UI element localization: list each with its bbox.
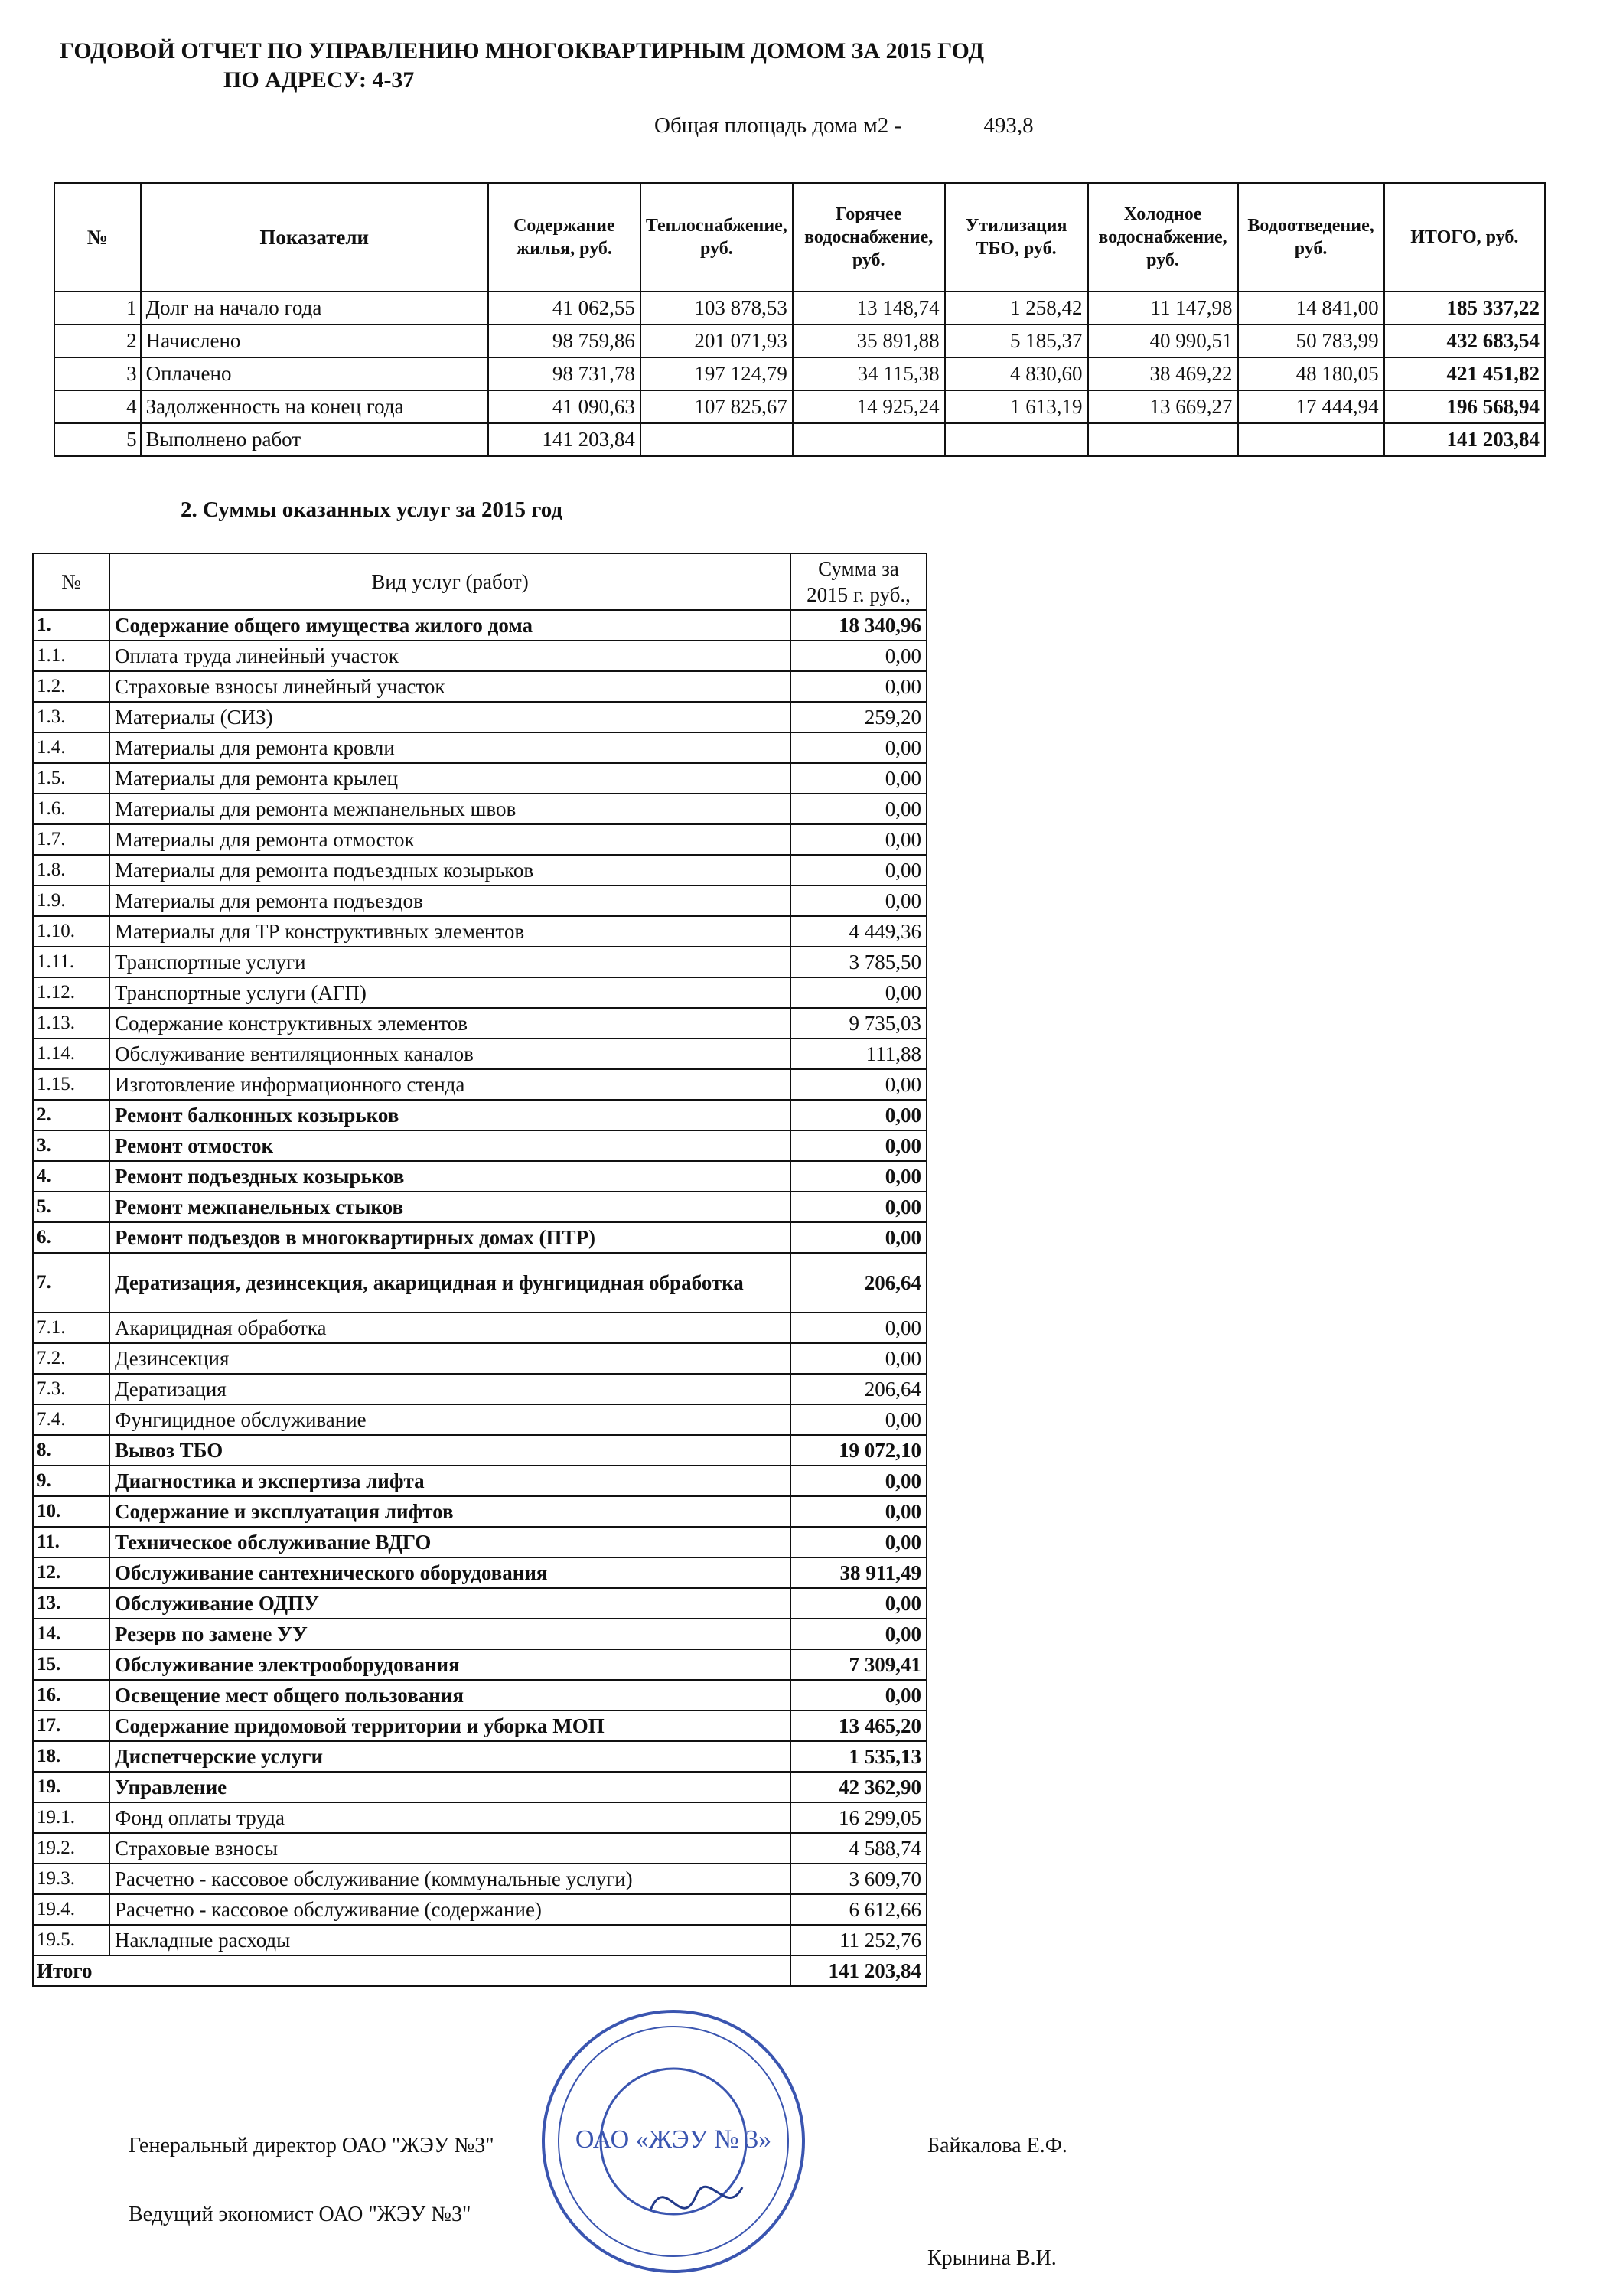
cell-num: 15. [33,1649,109,1680]
cell-amount: 0,00 [790,1161,927,1192]
cell-amount: 19 072,10 [790,1435,927,1466]
cell-num: 9. [33,1466,109,1496]
cell-name: Материалы для ремонта межпанельных швов [109,794,790,824]
cell-num: 1.13. [33,1008,109,1039]
services-table [32,553,927,1987]
cell-c5: 13 669,27 [1088,390,1238,423]
cell-amount: 4 449,36 [790,916,927,947]
list-item [33,702,927,732]
cell-name: Расчетно - кассовое обслуживание (содержание) [109,1894,790,1925]
cell-name: Материалы для ТР конструктивных элементов [109,916,790,947]
cell-amount: 206,64 [790,1253,927,1313]
economist-name: Крынина В.И. [927,2246,1057,2270]
col-header: Содержание жилья, руб. [488,183,640,292]
list-item [33,1894,927,1925]
list-item [33,1557,927,1588]
cell-num: 13. [33,1588,109,1619]
cell-name: Техническое обслуживание ВДГО [109,1527,790,1557]
cell-no: 5 [54,423,141,456]
section-2-title: 2. Суммы оказанных услуг за 2015 год [181,497,563,522]
cell-num: 19.5. [33,1925,109,1955]
cell-label: Начислено [141,325,488,357]
cell-name: Ремонт подъездов в многоквартирных домах (ПТР) [109,1222,790,1253]
cell-name: Вывоз ТБО [109,1435,790,1466]
cell-num: 1.1. [33,641,109,671]
list-item [33,1588,927,1619]
area-label: Общая площадь дома м2 - [654,113,902,138]
cell-name: Обслуживание сантехнического оборудования [109,1557,790,1588]
cell-amount: 4 588,74 [790,1833,927,1864]
cell-num: 7.3. [33,1374,109,1404]
indicators-table [54,182,1546,457]
cell-amount: 0,00 [790,1466,927,1496]
cell-name: Ремонт отмосток [109,1130,790,1161]
table-header-row [33,553,927,610]
cell-name: Ремонт балконных козырьков [109,1100,790,1130]
cell-num: 1. [33,610,109,641]
list-item [33,1802,927,1833]
cell-num: 5. [33,1192,109,1222]
list-item [33,1008,927,1039]
cell-no: 2 [54,325,141,357]
cell-name: Дератизация, дезинсекция, акарицидная и фунгицидная обработка [109,1253,790,1313]
list-item [33,610,927,641]
cell-amount: 18 340,96 [790,610,927,641]
cell-num: 19. [33,1772,109,1802]
cell-c3: 34 115,38 [793,357,945,390]
cell-c4: 4 830,60 [945,357,1088,390]
cell-c5 [1088,423,1238,456]
cell-c2: 107 825,67 [640,390,793,423]
list-item [33,1527,927,1557]
cell-amount: 0,00 [790,1343,927,1374]
cell-name: Фунгицидное обслуживание [109,1404,790,1435]
cell-num: 1.12. [33,977,109,1008]
cell-total: 141 203,84 [1384,423,1545,456]
cell-name: Диагностика и экспертиза лифта [109,1466,790,1496]
cell-amount: 111,88 [790,1039,927,1069]
cell-amount: 42 362,90 [790,1772,927,1802]
total-area [654,113,1034,139]
cell-num: 19.1. [33,1802,109,1833]
cell-name: Акарицидная обработка [109,1313,790,1343]
total-amount: 141 203,84 [790,1955,927,1986]
cell-c4: 1 613,19 [945,390,1088,423]
cell-total: 421 451,82 [1384,357,1545,390]
cell-name: Диспетчерские услуги [109,1741,790,1772]
cell-amount: 0,00 [790,1588,927,1619]
cell-num: 7. [33,1253,109,1313]
cell-no: 3 [54,357,141,390]
cell-name: Управление [109,1772,790,1802]
report-title [60,37,984,95]
list-item [33,1649,927,1680]
cell-amount: 0,00 [790,1130,927,1161]
cell-amount: 0,00 [790,1496,927,1527]
cell-num: 11. [33,1527,109,1557]
cell-amount: 0,00 [790,1619,927,1649]
list-item [33,1313,927,1343]
cell-num: 1.2. [33,671,109,702]
cell-c6: 14 841,00 [1238,292,1384,325]
cell-amount: 206,64 [790,1374,927,1404]
cell-num: 1.4. [33,732,109,763]
cell-num: 16. [33,1680,109,1711]
cell-name: Содержание придомовой территории и уборка МОП [109,1711,790,1741]
cell-name: Фонд оплаты труда [109,1802,790,1833]
col-header: ИТОГО, руб. [1384,183,1545,292]
cell-name: Материалы для ремонта подъездных козырьков [109,855,790,885]
cell-amount: 16 299,05 [790,1802,927,1833]
list-item [33,1100,927,1130]
list-item [33,794,927,824]
col-header: Вид услуг (работ) [109,553,790,610]
list-item [33,1192,927,1222]
cell-c1: 98 759,86 [488,325,640,357]
cell-name: Транспортные услуги (АГП) [109,977,790,1008]
stamp-seal [536,2004,811,2287]
cell-label: Задолженность на конец года [141,390,488,423]
cell-name: Содержание общего имущества жилого дома [109,610,790,641]
cell-c6: 17 444,94 [1238,390,1384,423]
cell-c3: 35 891,88 [793,325,945,357]
cell-amount: 0,00 [790,885,927,916]
cell-label: Выполнено работ [141,423,488,456]
cell-amount: 0,00 [790,1192,927,1222]
cell-num: 19.4. [33,1894,109,1925]
list-item [33,1680,927,1711]
list-item [33,1833,927,1864]
cell-name: Материалы для ремонта кровли [109,732,790,763]
list-item [33,855,927,885]
cell-total: 432 683,54 [1384,325,1545,357]
cell-amount: 0,00 [790,763,927,794]
col-header: Холодное водоснабжение, руб. [1088,183,1238,292]
cell-amount: 0,00 [790,1680,927,1711]
cell-num: 1.5. [33,763,109,794]
area-value: 493,8 [983,113,1034,138]
list-item [33,1772,927,1802]
table-row [54,292,1545,325]
cell-amount: 0,00 [790,1404,927,1435]
list-item [33,732,927,763]
cell-amount: 0,00 [790,671,927,702]
cell-name: Материалы для ремонта подъездов [109,885,790,916]
cell-num: 3. [33,1130,109,1161]
cell-name: Обслуживание вентиляционных каналов [109,1039,790,1069]
cell-c2: 103 878,53 [640,292,793,325]
cell-c3 [793,423,945,456]
cell-c2: 201 071,93 [640,325,793,357]
cell-amount: 0,00 [790,732,927,763]
list-item [33,1435,927,1466]
list-item [33,1619,927,1649]
cell-num: 18. [33,1741,109,1772]
cell-name: Освещение мест общего пользования [109,1680,790,1711]
list-item [33,1069,927,1100]
cell-name: Дератизация [109,1374,790,1404]
cell-num: 12. [33,1557,109,1588]
cell-no: 4 [54,390,141,423]
table-row [54,423,1545,456]
list-item [33,916,927,947]
cell-name: Транспортные услуги [109,947,790,977]
cell-name: Оплата труда линейный участок [109,641,790,671]
cell-num: 6. [33,1222,109,1253]
list-item [33,1925,927,1955]
cell-amount: 0,00 [790,855,927,885]
list-item [33,1496,927,1527]
cell-amount: 0,00 [790,641,927,671]
cell-num: 1.9. [33,885,109,916]
cell-name: Содержание и эксплуатация лифтов [109,1496,790,1527]
list-item [33,763,927,794]
list-item [33,1404,927,1435]
cell-amount: 3 609,70 [790,1864,927,1894]
col-header: Утилизация ТБО, руб. [945,183,1088,292]
cell-amount: 1 535,13 [790,1741,927,1772]
cell-amount: 0,00 [790,1100,927,1130]
cell-amount: 0,00 [790,1527,927,1557]
total-row [33,1955,927,1986]
cell-c5: 11 147,98 [1088,292,1238,325]
cell-name: Ремонт межпанельных стыков [109,1192,790,1222]
total-label: Итого [33,1955,790,1986]
cell-num: 19.2. [33,1833,109,1864]
cell-amount: 38 911,49 [790,1557,927,1588]
cell-name: Накладные расходы [109,1925,790,1955]
cell-num: 1.6. [33,794,109,824]
cell-amount: 0,00 [790,794,927,824]
cell-amount: 0,00 [790,977,927,1008]
cell-name: Обслуживание ОДПУ [109,1588,790,1619]
cell-name: Материалы (СИЗ) [109,702,790,732]
col-header: Горячее водоснабжение, руб. [793,183,945,292]
cell-num: 8. [33,1435,109,1466]
cell-name: Страховые взносы [109,1833,790,1864]
list-item [33,1222,927,1253]
cell-amount: 13 465,20 [790,1711,927,1741]
table-header-row [54,183,1545,292]
cell-name: Дезинсекция [109,1343,790,1374]
cell-amount: 6 612,66 [790,1894,927,1925]
list-item [33,1741,927,1772]
cell-c5: 38 469,22 [1088,357,1238,390]
cell-c1: 98 731,78 [488,357,640,390]
cell-amount: 11 252,76 [790,1925,927,1955]
list-item [33,977,927,1008]
title-line-1: ГОДОВОЙ ОТЧЕТ ПО УПРАВЛЕНИЮ МНОГОКВАРТИРНЫМ ДОМОМ ЗА 2015 ГОД [60,38,984,64]
list-item [33,671,927,702]
title-line-2: ПО АДРЕСУ: 4-37 [223,67,415,93]
col-header: Теплоснабжение, руб. [640,183,793,292]
cell-amount: 259,20 [790,702,927,732]
list-item [33,1343,927,1374]
cell-total: 196 568,94 [1384,390,1545,423]
list-item [33,1466,927,1496]
cell-num: 19.3. [33,1864,109,1894]
cell-num: 7.2. [33,1343,109,1374]
cell-num: 1.15. [33,1069,109,1100]
cell-num: 14. [33,1619,109,1649]
cell-num: 7.1. [33,1313,109,1343]
cell-name: Изготовление информационного стенда [109,1069,790,1100]
cell-num: 1.10. [33,916,109,947]
cell-name: Расчетно - кассовое обслуживание (коммунальные услуги) [109,1864,790,1894]
list-item [33,947,927,977]
cell-amount: 0,00 [790,1069,927,1100]
cell-name: Ремонт подъездных козырьков [109,1161,790,1192]
list-item [33,885,927,916]
cell-c6 [1238,423,1384,456]
cell-amount: 9 735,03 [790,1008,927,1039]
cell-c4: 5 185,37 [945,325,1088,357]
list-item [33,1253,927,1313]
cell-num: 17. [33,1711,109,1741]
list-item [33,1374,927,1404]
list-item [33,824,927,855]
table-row [54,390,1545,423]
cell-num: 1.8. [33,855,109,885]
cell-num: 1.3. [33,702,109,732]
cell-num: 1.11. [33,947,109,977]
director-title: Генеральный директор ОАО "ЖЭУ №3" [129,2134,494,2157]
cell-num: 4. [33,1161,109,1192]
cell-label: Долг на начало года [141,292,488,325]
cell-name: Обслуживание электрооборудования [109,1649,790,1680]
col-header: № [54,183,141,292]
col-header: Показатели [141,183,488,292]
cell-c6: 48 180,05 [1238,357,1384,390]
cell-c4 [945,423,1088,456]
cell-c2: 197 124,79 [640,357,793,390]
cell-c2 [640,423,793,456]
cell-c1: 41 062,55 [488,292,640,325]
cell-c3: 14 925,24 [793,390,945,423]
list-item [33,1864,927,1894]
cell-c1: 141 203,84 [488,423,640,456]
cell-c4: 1 258,42 [945,292,1088,325]
table-row [54,357,1545,390]
stamp-text: ОАО «ЖЭУ № 3» [575,2125,772,2154]
cell-no: 1 [54,292,141,325]
cell-c5: 40 990,51 [1088,325,1238,357]
cell-num: 1.14. [33,1039,109,1069]
col-header: № [33,553,109,610]
cell-num: 1.7. [33,824,109,855]
col-header: Водоотведение, руб. [1238,183,1384,292]
economist-title: Ведущий экономист ОАО "ЖЭУ №3" [129,2203,471,2226]
cell-num: 2. [33,1100,109,1130]
cell-amount: 0,00 [790,824,927,855]
cell-num: 7.4. [33,1404,109,1435]
cell-name: Материалы для ремонта отмосток [109,824,790,855]
cell-amount: 0,00 [790,1222,927,1253]
table-row [54,325,1545,357]
cell-c1: 41 090,63 [488,390,640,423]
cell-total: 185 337,22 [1384,292,1545,325]
cell-name: Резерв по замене УУ [109,1619,790,1649]
list-item [33,1711,927,1741]
cell-c3: 13 148,74 [793,292,945,325]
cell-name: Страховые взносы линейный участок [109,671,790,702]
director-name: Байкалова Е.Ф. [927,2134,1067,2157]
cell-num: 10. [33,1496,109,1527]
list-item [33,1039,927,1069]
cell-label: Оплачено [141,357,488,390]
cell-name: Материалы для ремонта крылец [109,763,790,794]
cell-c6: 50 783,99 [1238,325,1384,357]
list-item [33,641,927,671]
list-item [33,1130,927,1161]
col-header: Сумма за 2015 г. руб., [790,553,927,610]
cell-amount: 7 309,41 [790,1649,927,1680]
cell-amount: 3 785,50 [790,947,927,977]
list-item [33,1161,927,1192]
cell-name: Содержание конструктивных элементов [109,1008,790,1039]
cell-amount: 0,00 [790,1313,927,1343]
